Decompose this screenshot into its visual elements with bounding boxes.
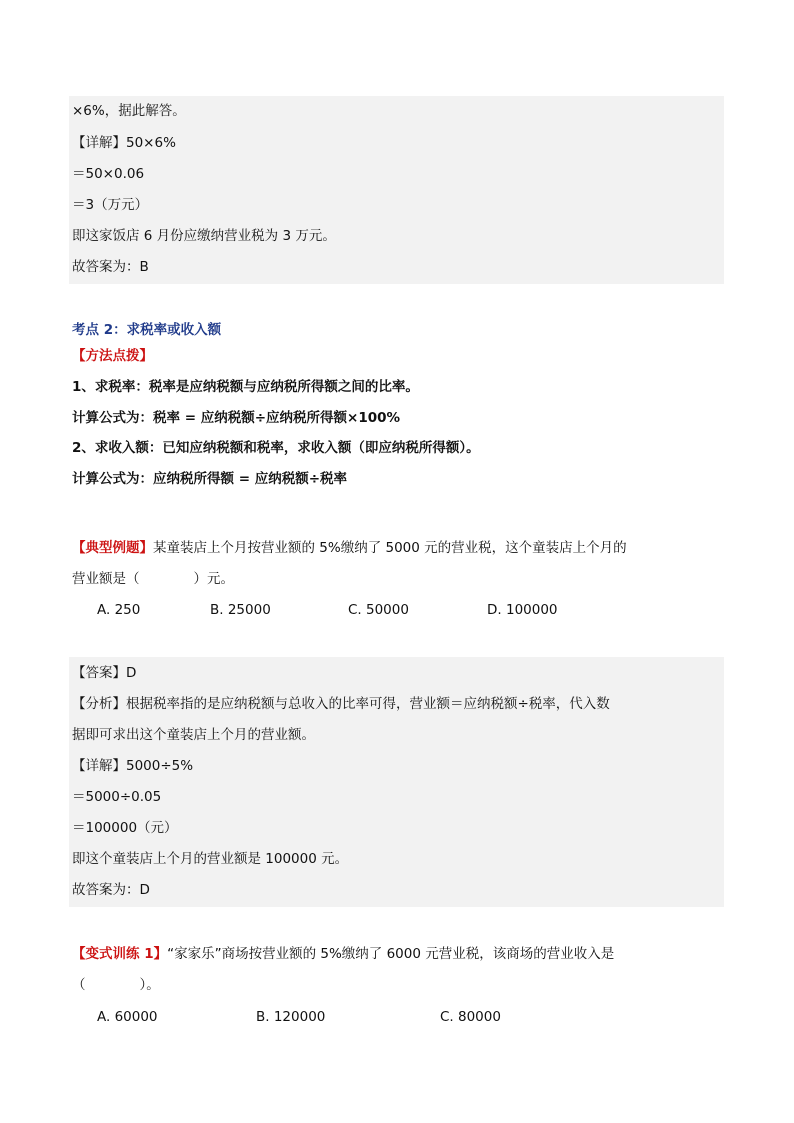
method-point: 1、求税率：税率是应纳税额与应纳税所得额之间的比率。: [72, 379, 419, 395]
method-point: 2、求收入额：已知应纳税额和税率，求收入额（即应纳税所得额）。: [72, 440, 480, 456]
detail-line: 【详解】5000÷5%: [72, 758, 194, 774]
example-text: 某童装店上个月按营业额的 5%缴纳了 5000 元的营业税，这个童装店上个月的: [153, 540, 627, 556]
exercise-question: [72, 944, 614, 964]
method-formula: 计算公式为：应纳税所得额 = 应纳税额÷税率: [72, 471, 348, 487]
exercise-tag: 【变式训练 1】: [72, 946, 168, 962]
analysis-line: 据即可求出这个童装店上个月的营业额。: [72, 727, 315, 743]
solution-line: 故答案为：B: [72, 259, 149, 275]
solution-line: 【详解】50×6%: [72, 135, 176, 151]
method-tag: 【方法点拨】: [72, 348, 153, 364]
option-b: B. 120000: [256, 1009, 326, 1025]
exercise-text: “家家乐”商场按营业额的 5%缴纳了 6000 元营业税，该商场的营业收入是: [167, 946, 615, 962]
option-c: C. 80000: [440, 1009, 501, 1025]
example-text-line2: 营业额是（ ）元。: [72, 571, 234, 587]
detail-line: 即这个童装店上个月的营业额是 100000 元。: [72, 851, 349, 867]
answer-line: 【答案】D: [72, 665, 137, 681]
solution-line: ＝3（万元）: [72, 197, 149, 213]
section-heading: 考点 2：求税率或收入额: [72, 322, 222, 338]
detail-line: ＝5000÷0.05: [72, 789, 162, 805]
final-answer-line: 故答案为：D: [72, 882, 150, 898]
example-tag: 【典型例题】: [72, 540, 153, 556]
option-b: B. 25000: [210, 602, 271, 618]
analysis-line: 【分析】根据税率指的是应纳税额与总收入的比率可得，营业额＝应纳税额÷税率，代入数: [72, 696, 610, 712]
detail-line: ＝100000（元）: [72, 820, 178, 836]
option-a: A. 250: [97, 602, 141, 618]
solution-line: ＝50×0.06: [72, 166, 145, 182]
solution-line: ×6%，据此解答。: [72, 103, 186, 119]
option-a: A. 60000: [97, 1009, 158, 1025]
example-options: [0, 600, 794, 620]
example-question: [72, 538, 627, 558]
option-c: C. 50000: [348, 602, 409, 618]
exercise-options: [0, 1007, 794, 1027]
method-formula: 计算公式为：税率 = 应纳税额÷应纳税所得额×100%: [72, 410, 401, 426]
option-d: D. 100000: [487, 602, 558, 618]
exercise-text-line2: （ ）。: [72, 977, 160, 993]
solution-block-1: [69, 96, 724, 284]
solution-line: 即这家饭店 6 月份应缴纳营业税为 3 万元。: [72, 228, 336, 244]
